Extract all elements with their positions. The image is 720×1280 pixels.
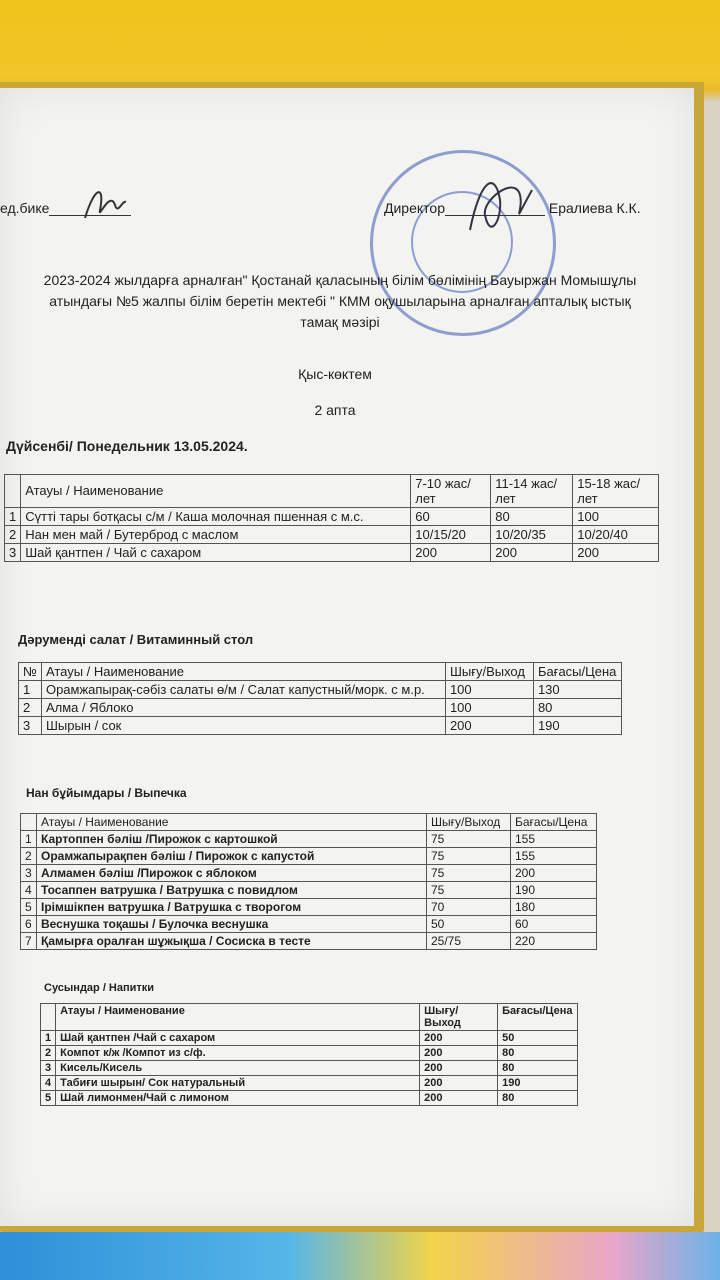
header-cell: №: [19, 663, 42, 681]
table-row: [19, 717, 622, 735]
table-row: [41, 1061, 578, 1076]
cell-value: 75: [427, 882, 511, 899]
table-row: [41, 1091, 578, 1106]
header-cell: Шығу/Выход: [445, 663, 533, 681]
cell-value: 200: [420, 1076, 498, 1091]
cell-value: 200: [420, 1091, 498, 1106]
cell-value: 155: [511, 848, 597, 865]
table-row: [21, 933, 597, 950]
cell-value: 25/75: [427, 933, 511, 950]
table-row: [21, 865, 597, 882]
director-name: Ералиева К.К.: [548, 200, 641, 216]
drinks-section-title: Сусындар / Напитки: [44, 982, 155, 994]
table-row: [41, 1031, 578, 1046]
table-row: [19, 699, 622, 717]
cell-num: 1: [21, 831, 37, 848]
cell-name: Шырын / сок: [41, 717, 445, 735]
cell-value: 130: [533, 681, 621, 699]
header-cell: Атауы / Наименование: [37, 814, 427, 831]
cell-value: 200: [420, 1061, 498, 1076]
table-row: [41, 1046, 578, 1061]
cell-num: 4: [21, 882, 37, 899]
header-cell: [5, 475, 21, 508]
cell-value: 80: [491, 508, 573, 526]
day-label: Дүйсенбі/ Понедельник 13.05.2024.: [6, 438, 248, 454]
table-row: [21, 882, 597, 899]
cell-value: 75: [427, 848, 511, 865]
cell-value: 190: [498, 1076, 578, 1091]
table-row: [21, 916, 597, 933]
season-label: Қыс-көктем: [298, 366, 372, 382]
cell-num: 2: [21, 848, 37, 865]
cell-value: 200: [411, 544, 491, 562]
floor-background: [0, 1232, 720, 1280]
header-cell: Шығу/Выход: [420, 1004, 498, 1031]
signature-line-right: [445, 203, 545, 216]
header-cell: Шығу/Выход: [427, 814, 511, 831]
cell-name: Ірімшікпен ватрушка / Ватрушка с творогом: [37, 899, 427, 916]
cell-value: 75: [427, 865, 511, 882]
cell-value: 10/15/20: [411, 526, 491, 544]
cell-name: Тосаппен ватрушка / Ватрушка с повидлом: [37, 882, 427, 899]
bakery-table: [20, 813, 597, 950]
cell-value: 190: [533, 717, 621, 735]
cell-name: Орамжапырақ-сәбіз салаты ө/м / Салат капустный/морк. с м.р.: [41, 681, 445, 699]
cell-num: 1: [19, 681, 42, 699]
header-cell: Атауы / Наименование: [56, 1004, 420, 1031]
cell-value: 200: [420, 1031, 498, 1046]
header-cell: Атауы / Наименование: [21, 475, 411, 508]
cell-value: 220: [511, 933, 597, 950]
cell-value: 50: [427, 916, 511, 933]
cell-value: 60: [511, 916, 597, 933]
cell-name: Веснушка тоқашы / Булочка веснушка: [37, 916, 427, 933]
cell-name: Сүтті тары ботқасы с/м / Каша молочная пшенная с м.с.: [21, 508, 411, 526]
header-cell: 7-10 жас/ лет: [411, 475, 491, 508]
approval-right-label: Директор: [384, 200, 445, 216]
header-cell: 15-18 жас/ лет: [573, 475, 659, 508]
cell-num: 3: [5, 544, 21, 562]
cell-name: Кисель/Кисель: [56, 1061, 420, 1076]
cell-value: 80: [498, 1061, 578, 1076]
header-cell: [21, 814, 37, 831]
cell-num: 7: [21, 933, 37, 950]
cell-value: 75: [427, 831, 511, 848]
cell-name: Шай қантпен /Чай с сахаром: [56, 1031, 420, 1046]
signature-line-left: [49, 203, 131, 216]
cell-name: Нан мен май / Бутерброд с маслом: [21, 526, 411, 544]
cell-name: Табиғи шырын/ Сок натуральный: [56, 1076, 420, 1091]
cell-num: 1: [5, 508, 21, 526]
menu-title-line: атындағы №5 жалпы білім беретін мектебі " КММ оқушыларына арналған апталық ыстық: [49, 293, 631, 309]
table-row: [19, 681, 622, 699]
table-row: [21, 848, 597, 865]
cell-name: Қамырға оралған шұжықша / Сосиска в тесте: [37, 933, 427, 950]
cell-name: Алмамен бәліш /Пирожок с яблоком: [37, 865, 427, 882]
approval-left: [0, 200, 131, 216]
table-row: [5, 526, 659, 544]
cell-num: 4: [41, 1076, 56, 1091]
salad-table: [18, 662, 622, 735]
week-label: 2 апта: [314, 402, 356, 418]
cell-value: 200: [445, 717, 533, 735]
cell-name: Шай лимонмен/Чай с лимоном: [56, 1091, 420, 1106]
cell-name: Шай қантпен / Чай с сахаром: [21, 544, 411, 562]
header-cell: [41, 1004, 56, 1031]
cell-value: 200: [491, 544, 573, 562]
cell-num: 3: [21, 865, 37, 882]
table-row: [41, 1076, 578, 1091]
table-row: [21, 899, 597, 916]
cell-value: 80: [498, 1046, 578, 1061]
cell-name: Орамжапырақпен бәліш / Пирожок с капустой: [37, 848, 427, 865]
cell-value: 10/20/35: [491, 526, 573, 544]
cell-value: 100: [445, 681, 533, 699]
cell-value: 200: [420, 1046, 498, 1061]
cell-value: 50: [498, 1031, 578, 1046]
table-row: [21, 831, 597, 848]
menu-title-line: тамақ мәзірі: [300, 314, 380, 330]
table-header-row: [21, 814, 597, 831]
approval-left-label: ед.бике: [0, 200, 50, 216]
cell-value: 200: [511, 865, 597, 882]
salad-section-title: Дәрумендi салат / Витаминный стол: [18, 632, 254, 647]
cell-value: 155: [511, 831, 597, 848]
cell-value: 180: [511, 899, 597, 916]
table-header-row: [19, 663, 622, 681]
cell-num: 5: [21, 899, 37, 916]
cell-value: 100: [573, 508, 659, 526]
cell-value: 10/20/40: [573, 526, 659, 544]
menu-title: [0, 270, 680, 333]
cell-name: Компот к/ж /Компот из с/ф.: [56, 1046, 420, 1061]
cell-value: 200: [573, 544, 659, 562]
table-row: [5, 508, 659, 526]
menu-title-line: 2023-2024 жылдарға арналған" Қостанай қаласының білім бөлімінің Бауыржан Момышұлы: [43, 272, 637, 288]
cell-value: 100: [445, 699, 533, 717]
table-header-row: [5, 475, 659, 508]
drinks-table: [40, 1003, 578, 1106]
cell-name: Картоппен бәліш /Пирожок с картошкой: [37, 831, 427, 848]
cell-num: 1: [41, 1031, 56, 1046]
cell-name: Алма / Яблоко: [41, 699, 445, 717]
cell-value: 60: [411, 508, 491, 526]
cell-value: 80: [498, 1091, 578, 1106]
bakery-section-title: Нан бұйымдары / Выпечка: [26, 786, 187, 800]
approval-right: [384, 200, 641, 216]
cell-num: 2: [41, 1046, 56, 1061]
cell-num: 3: [19, 717, 42, 735]
header-cell: Атауы / Наименование: [41, 663, 445, 681]
cell-num: 3: [41, 1061, 56, 1076]
cell-num: 5: [41, 1091, 56, 1106]
header-cell: Бағасы/Цена: [498, 1004, 578, 1031]
header-cell: 11-14 жас/ лет: [491, 475, 573, 508]
table-row: [5, 544, 659, 562]
cell-num: 6: [21, 916, 37, 933]
cell-num: 2: [19, 699, 42, 717]
cell-num: 2: [5, 526, 21, 544]
header-cell: Бағасы/Цена: [511, 814, 597, 831]
table-header-row: [41, 1004, 578, 1031]
main-meals-table: [4, 474, 659, 562]
header-cell: Бағасы/Цена: [533, 663, 621, 681]
cell-value: 70: [427, 899, 511, 916]
cell-value: 80: [533, 699, 621, 717]
cell-value: 190: [511, 882, 597, 899]
